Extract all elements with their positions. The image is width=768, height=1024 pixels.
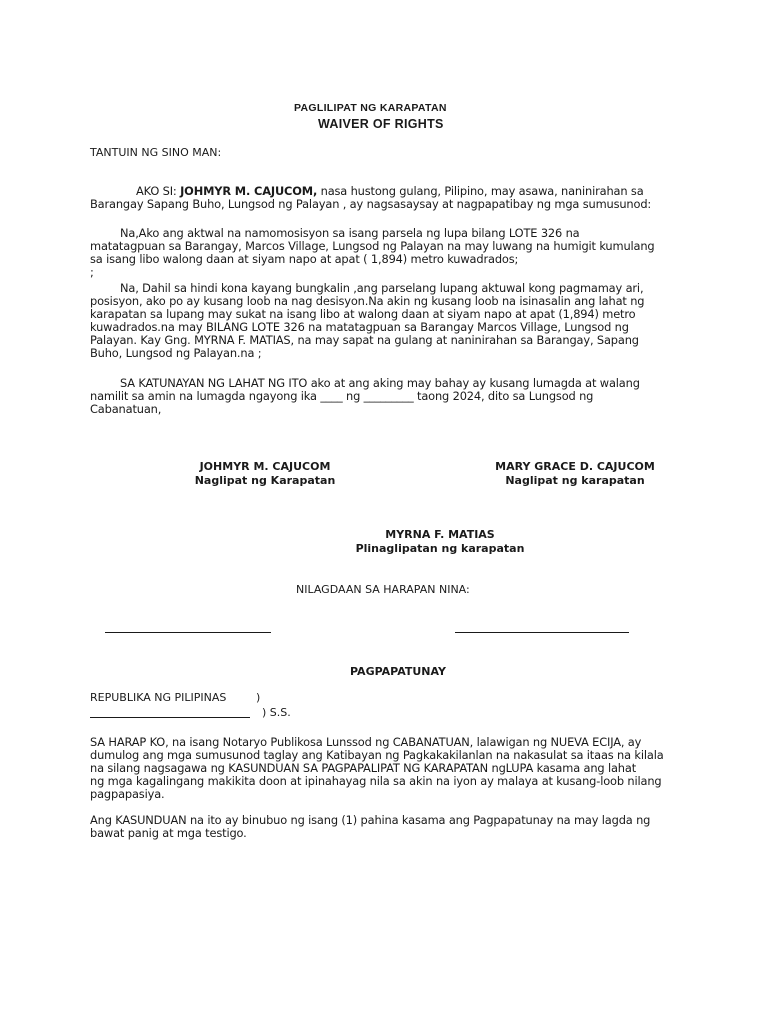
venue-line [90, 717, 250, 718]
acknowledgment-paragraph-2 [90, 814, 678, 840]
intro-prefix: AKO SI: [136, 184, 181, 198]
republic-label: REPUBLIKA NG PILIPINAS [90, 691, 227, 704]
ack-p2-line2: bawat panig at mga testigo. [90, 826, 247, 840]
declarant-name: JOHMYR M. CAJUCOM, [180, 184, 318, 198]
signatory-center-name: MYRNA F. MATIAS [385, 528, 495, 541]
signatory-left-name: JOHMYR M. CAJUCOM [199, 460, 331, 473]
intro-line1-rest: nasa hustong gulang, Pilipino, may asawa, naninirahan sa [317, 184, 644, 198]
para2-line6: Buho, Lungsod ng Palayan.na ; [90, 346, 262, 360]
intro-paragraph [90, 185, 678, 211]
para1-line3: sa isang libo walong daan at siyam napo at apat ( 1,894) metro kuwadrados; [90, 252, 519, 266]
ack-p1-line3: na silang nagsagawa ng KASUNDUAN SA PAGPAPALIPAT NG KARAPATAN ngLUPA kasama ang lahat [90, 761, 637, 775]
ack-p2-line1: Ang KASUNDUAN na ito ay binubuo ng isang (1) pahina kasama ang Pagpapatunay na may lagda ng [90, 813, 651, 827]
ack-p1-line5: pagpapasiya. [90, 787, 165, 801]
signatory-left-role: Naglipat ng Karapatan [194, 474, 336, 487]
republic-paren: ) [256, 691, 261, 704]
para3-line1: SA KATUNAYAN NG LAHAT NG ITO ako at ang aking may bahay ay kusang lumagda at walang [120, 376, 640, 390]
ss-label: ) S.S. [262, 706, 291, 719]
para2-line4: kuwadrados.na may BILANG LOTE 326 na matatagpuan sa Barangay Marcos Village, Lungsod ng [90, 320, 629, 334]
para1-line1: Na,Ako ang aktwal na namomosisyon sa isang parsela ng lupa bilang LOTE 326 na [120, 226, 580, 240]
para3-line3: Cabanatuan, [90, 402, 162, 416]
para1-line4: ; [90, 265, 94, 279]
para3-line2: namilit sa amin na lumagda ngayong ika ____ ng _________ taong 2024, dito sa Lungsod ng [90, 389, 594, 403]
paragraph-2 [90, 282, 678, 360]
salutation: TANTUIN NG SINO MAN: [90, 146, 222, 159]
document-title: WAIVER OF RIGHTS [318, 117, 444, 131]
ack-p1-line4: ng mga kagalingang makikita doon at ipinahayag nila sa akin na iyon ay malaya at kusang-loob nilang [90, 774, 662, 788]
para1-line2: matatagpuan sa Barangay, Marcos Village, Lungsod ng Palayan na may luwang na humigit kumulang [90, 239, 655, 253]
document-subtitle: PAGLILIPAT NG KARAPATAN [294, 102, 447, 114]
signatory-center-role: Plinaglipatan ng karapatan [355, 542, 525, 555]
para2-line3: karapatan sa lupang may sukat na isang libo at walong daan at siyam napo at apat (1,894) metro [90, 307, 636, 321]
intro-line2: Barangay Sapang Buho, Lungsod ng Palayan , ay nagsasaysay at nagpapatibay ng mga sumusunod: [90, 197, 652, 211]
signatory-right-role: Naglipat ng karapatan [505, 474, 645, 487]
para2-line2: posisyon, ako po ay kusang loob na nag desisyon.Na akin ng kusang loob na isinasalin ang lahat ng [90, 294, 645, 308]
witness-signature-line-left [105, 632, 271, 633]
acknowledgment-heading: PAGPAPATUNAY [350, 665, 446, 678]
ack-p1-line2: dumulog ang mga sumusunod taglay ang Katibayan ng Pagkakakilanlan na nakasulat sa itaas na kilala [90, 748, 664, 762]
paragraph-1 [90, 227, 678, 279]
para2-line5: Palayan. Kay Gng. MYRNA F. MATIAS, na may sapat na gulang at naninirahan sa Barangay, Sapang [90, 333, 639, 347]
acknowledgment-paragraph-1 [90, 736, 678, 801]
paragraph-3 [90, 377, 678, 416]
ack-p1-line1: SA HARAP KO, na isang Notaryo Publikosa Lunssod ng CABANATUAN, lalawigan ng NUEVA ECIJA, ay [90, 735, 642, 749]
signatory-right-name: MARY GRACE D. CAJUCOM [495, 460, 655, 473]
witness-signature-line-right [455, 632, 629, 633]
witness-heading: NILAGDAAN SA HARAPAN NINA: [296, 583, 470, 596]
para2-line1: Na, Dahil sa hindi kona kayang bungkalin ,ang parselang lupang aktuwal kong pagmamay ari, [120, 281, 644, 295]
